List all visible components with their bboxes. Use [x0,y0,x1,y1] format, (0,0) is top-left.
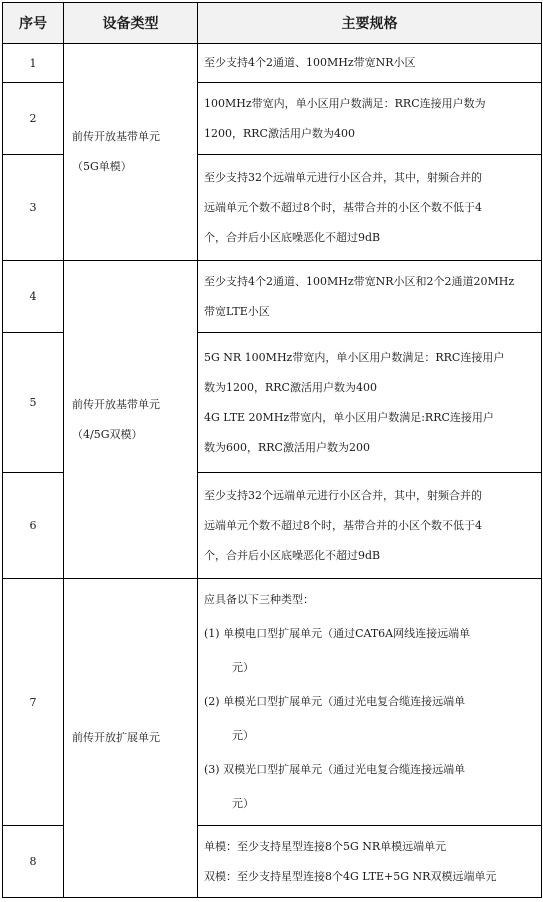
row-number: 3 [3,155,64,261]
spec-line: 应具备以下三种类型： [204,593,314,606]
header-row [3,3,542,44]
spec-line: (1) 单模电口型扩展单元（通过CAT6A网线连接远端单 [204,627,471,640]
spec-line: 4G LTE 20MHz带宽内，单小区用户数满足:RRC连接用户 [204,410,494,424]
spec-cell [198,44,542,83]
device-type-name: 前传开放基带单元 [72,130,160,143]
spec-line: 数为600，RRC激活用户数为200 [204,440,370,454]
spec-table [2,2,542,898]
row-number: 8 [3,826,64,898]
row-number: 7 [3,579,64,826]
device-type-cell [64,261,198,579]
row-number: 1 [3,44,64,83]
spec-line: (3) 双模光口型扩展单元（通过光电复合缆连接远端单 [204,763,466,776]
spec-line: 元） [232,661,254,674]
spec-line: 单模：至少支持星型连接8个5G NR单模远端单元 [204,839,447,853]
spec-line: 双模：至少支持星型连接8个4G LTE+5G NR双模远端单元 [204,869,497,883]
spec-line: 100MHz带宽内，单小区用户数满足：RRC连接用户数为 [204,96,486,110]
device-type-cell [64,44,198,261]
device-type-cell [64,579,198,898]
spec-line: 个，合并后小区底噪恶化不超过9dB [204,548,381,562]
device-type-sub: （5G单模） [72,160,132,173]
spec-line: 至少支持32个远端单元进行小区合并，其中，射频合并的 [204,488,482,502]
table-row [3,261,542,333]
spec-line: 至少支持4个2通道、100MHz带宽NR小区 [204,56,416,69]
header-spec: 主要规格 [198,3,542,44]
header-type: 设备类型 [64,3,198,44]
spec-line: 5G NR 100MHz带宽内，单小区用户数满足：RRC连接用户 [204,350,505,364]
row-number: 5 [3,333,64,473]
spec-cell [198,155,542,261]
spec-line: 至少支持4个2通道、100MHz带宽NR小区和2个2通道20MHz [204,274,515,288]
spec-cell [198,473,542,579]
spec-cell [198,333,542,473]
spec-line: 至少支持32个远端单元进行小区合并，其中，射频合并的 [204,170,482,184]
spec-line: 元） [232,797,254,810]
spec-line: 1200，RRC激活用户数为400 [204,126,355,140]
spec-line: 元） [232,729,254,742]
spec-line: 远端单元个数不超过8个时，基带合并的小区个数不低于4 [204,200,482,214]
row-number: 2 [3,83,64,155]
table-row [3,579,542,826]
spec-cell [198,261,542,333]
spec-cell [198,579,542,826]
row-number: 4 [3,261,64,333]
spec-line: 远端单元个数不超过8个时，基带合并的小区个数不低于4 [204,518,482,532]
table-row [3,44,542,83]
spec-line: 带宽LTE小区 [204,304,270,318]
spec-cell [198,826,542,898]
device-type-sub: （4/5G双模） [72,427,143,441]
spec-line: (2) 单模光口型扩展单元（通过光电复合缆连接远端单 [204,695,466,708]
spec-line: 数为1200，RRC激活用户数为400 [204,380,377,394]
device-type-name: 前传开放基带单元 [72,397,160,411]
row-number: 6 [3,473,64,579]
device-type-name: 前传开放扩展单元 [72,731,160,744]
spec-cell [198,83,542,155]
spec-line: 个，合并后小区底噪恶化不超过9dB [204,230,381,244]
header-no: 序号 [3,3,64,44]
